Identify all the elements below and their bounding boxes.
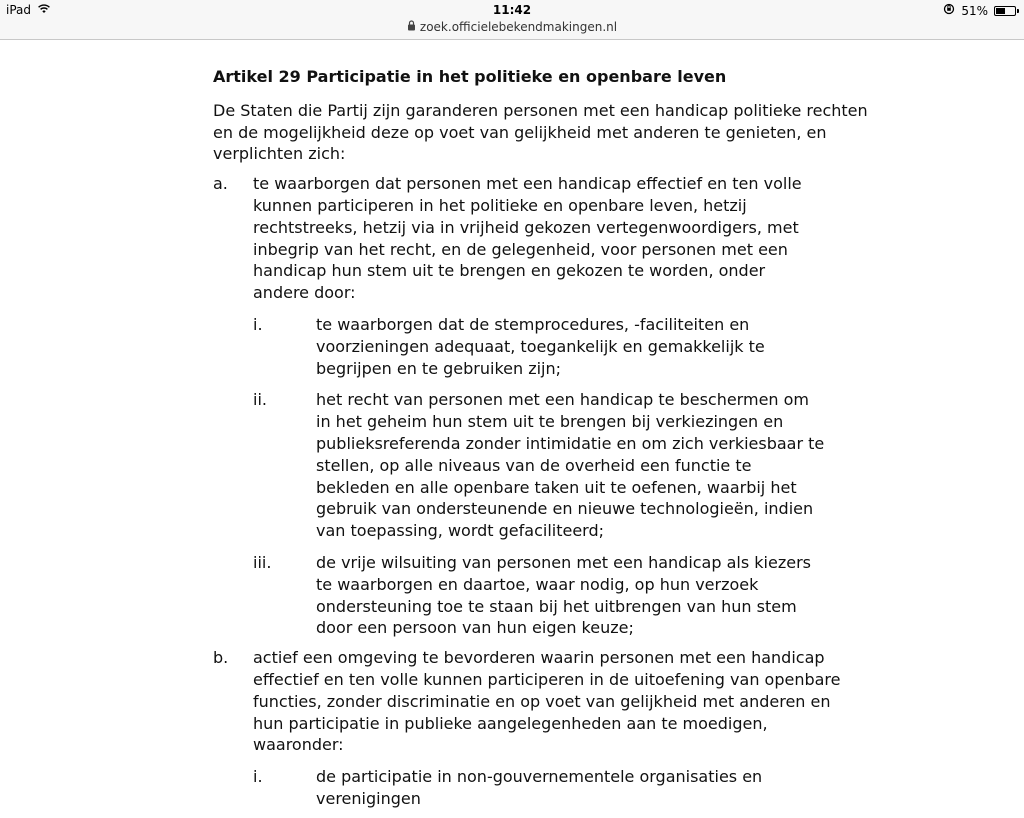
- rotation-lock-icon: [943, 3, 955, 18]
- article-intro: De Staten die Partij zijn garanderen personen met een handicap politieke rechten en de mogelijkheid deze op voet van gelijkheid met anderen te genieten, en verplichten zich:: [213, 100, 868, 164]
- article-content: [213, 66, 873, 818]
- address-bar[interactable]: [0, 17, 1024, 40]
- sub-item-text: de vrije wilsuiting van personen met een handicap als kiezers te waarborgen en daartoe, waar nodig, op hun verzoek ondersteuning toe te staan bij het uitbrengen van hun stem door een persoon van hun eigen keuze;: [316, 552, 811, 638]
- article-title: Artikel 29 Participatie in het politieke en openbare leven: [213, 67, 727, 86]
- clock: 11:42: [492, 3, 532, 17]
- battery-level: [996, 8, 1005, 14]
- item-label: b.: [213, 648, 229, 668]
- lock-icon: [407, 20, 416, 34]
- sub-item-iii: [253, 552, 873, 639]
- item-text: actief een omgeving te bevorderen waarin personen met een handicap effectief en ten volle kunnen participeren in de uitoefening van openbare functies, zonder discriminatie en op voet van gelijkheid met anderen en hun participatie in publieke aangelegenheden aan te moedigen, waaronder:: [253, 648, 841, 755]
- sub-item-text: de participatie in non-gouvernementele organisaties en verenigingen: [316, 767, 763, 808]
- sub-item-text: te waarborgen dat de stemprocedures, -faciliteiten en voorzieningen adequaat, toegankelijk en gemakkelijk te begrijpen en te gebruiken zijn;: [316, 314, 765, 378]
- url-text[interactable]: zoek.officielebekendmakingen.nl: [419, 20, 618, 34]
- list-item-a: [213, 173, 873, 639]
- sub-item-text: het recht van personen met een handicap te beschermen om in het geheim hun stem uit te brengen bij verkiezingen en publieksreferenda zonder intimidatie en om zich verkiesbaar te stellen, op alle niveaus van de overheid een functie te bekleden en alle openbare taken uit te oefenen, waarbij het gebruik van ondersteunende en nieuwe technologieën, indien van toepassing, wordt gefaciliteerd;: [316, 390, 825, 541]
- status-right: [943, 3, 1016, 18]
- sub-item-label: ii.: [253, 390, 267, 410]
- sub-item-next: [253, 766, 873, 810]
- sub-item-label: iii.: [253, 552, 272, 572]
- sub-item-i: [253, 314, 873, 379]
- battery-percent: 51%: [961, 3, 988, 18]
- sub-item-label: i.: [253, 314, 263, 334]
- sub-item-ii: [253, 389, 873, 542]
- item-label: a.: [213, 174, 228, 194]
- battery-icon: [994, 6, 1016, 16]
- sub-item-label: i.: [253, 767, 263, 787]
- list-item-b: [213, 647, 873, 810]
- device-name: iPad: [6, 3, 32, 17]
- item-text: te waarborgen dat personen met een handicap effectief en ten volle kunnen participeren in het politieke en openbare leven, hetzij rechtstreeks, hetzij via in vrijheid gekozen vertegenwoordigers, met inbegrip van het recht, en de gelegenheid, voor personen met een handicap hun stem uit te brengen en gekozen te worden, onder andere door:: [253, 174, 802, 303]
